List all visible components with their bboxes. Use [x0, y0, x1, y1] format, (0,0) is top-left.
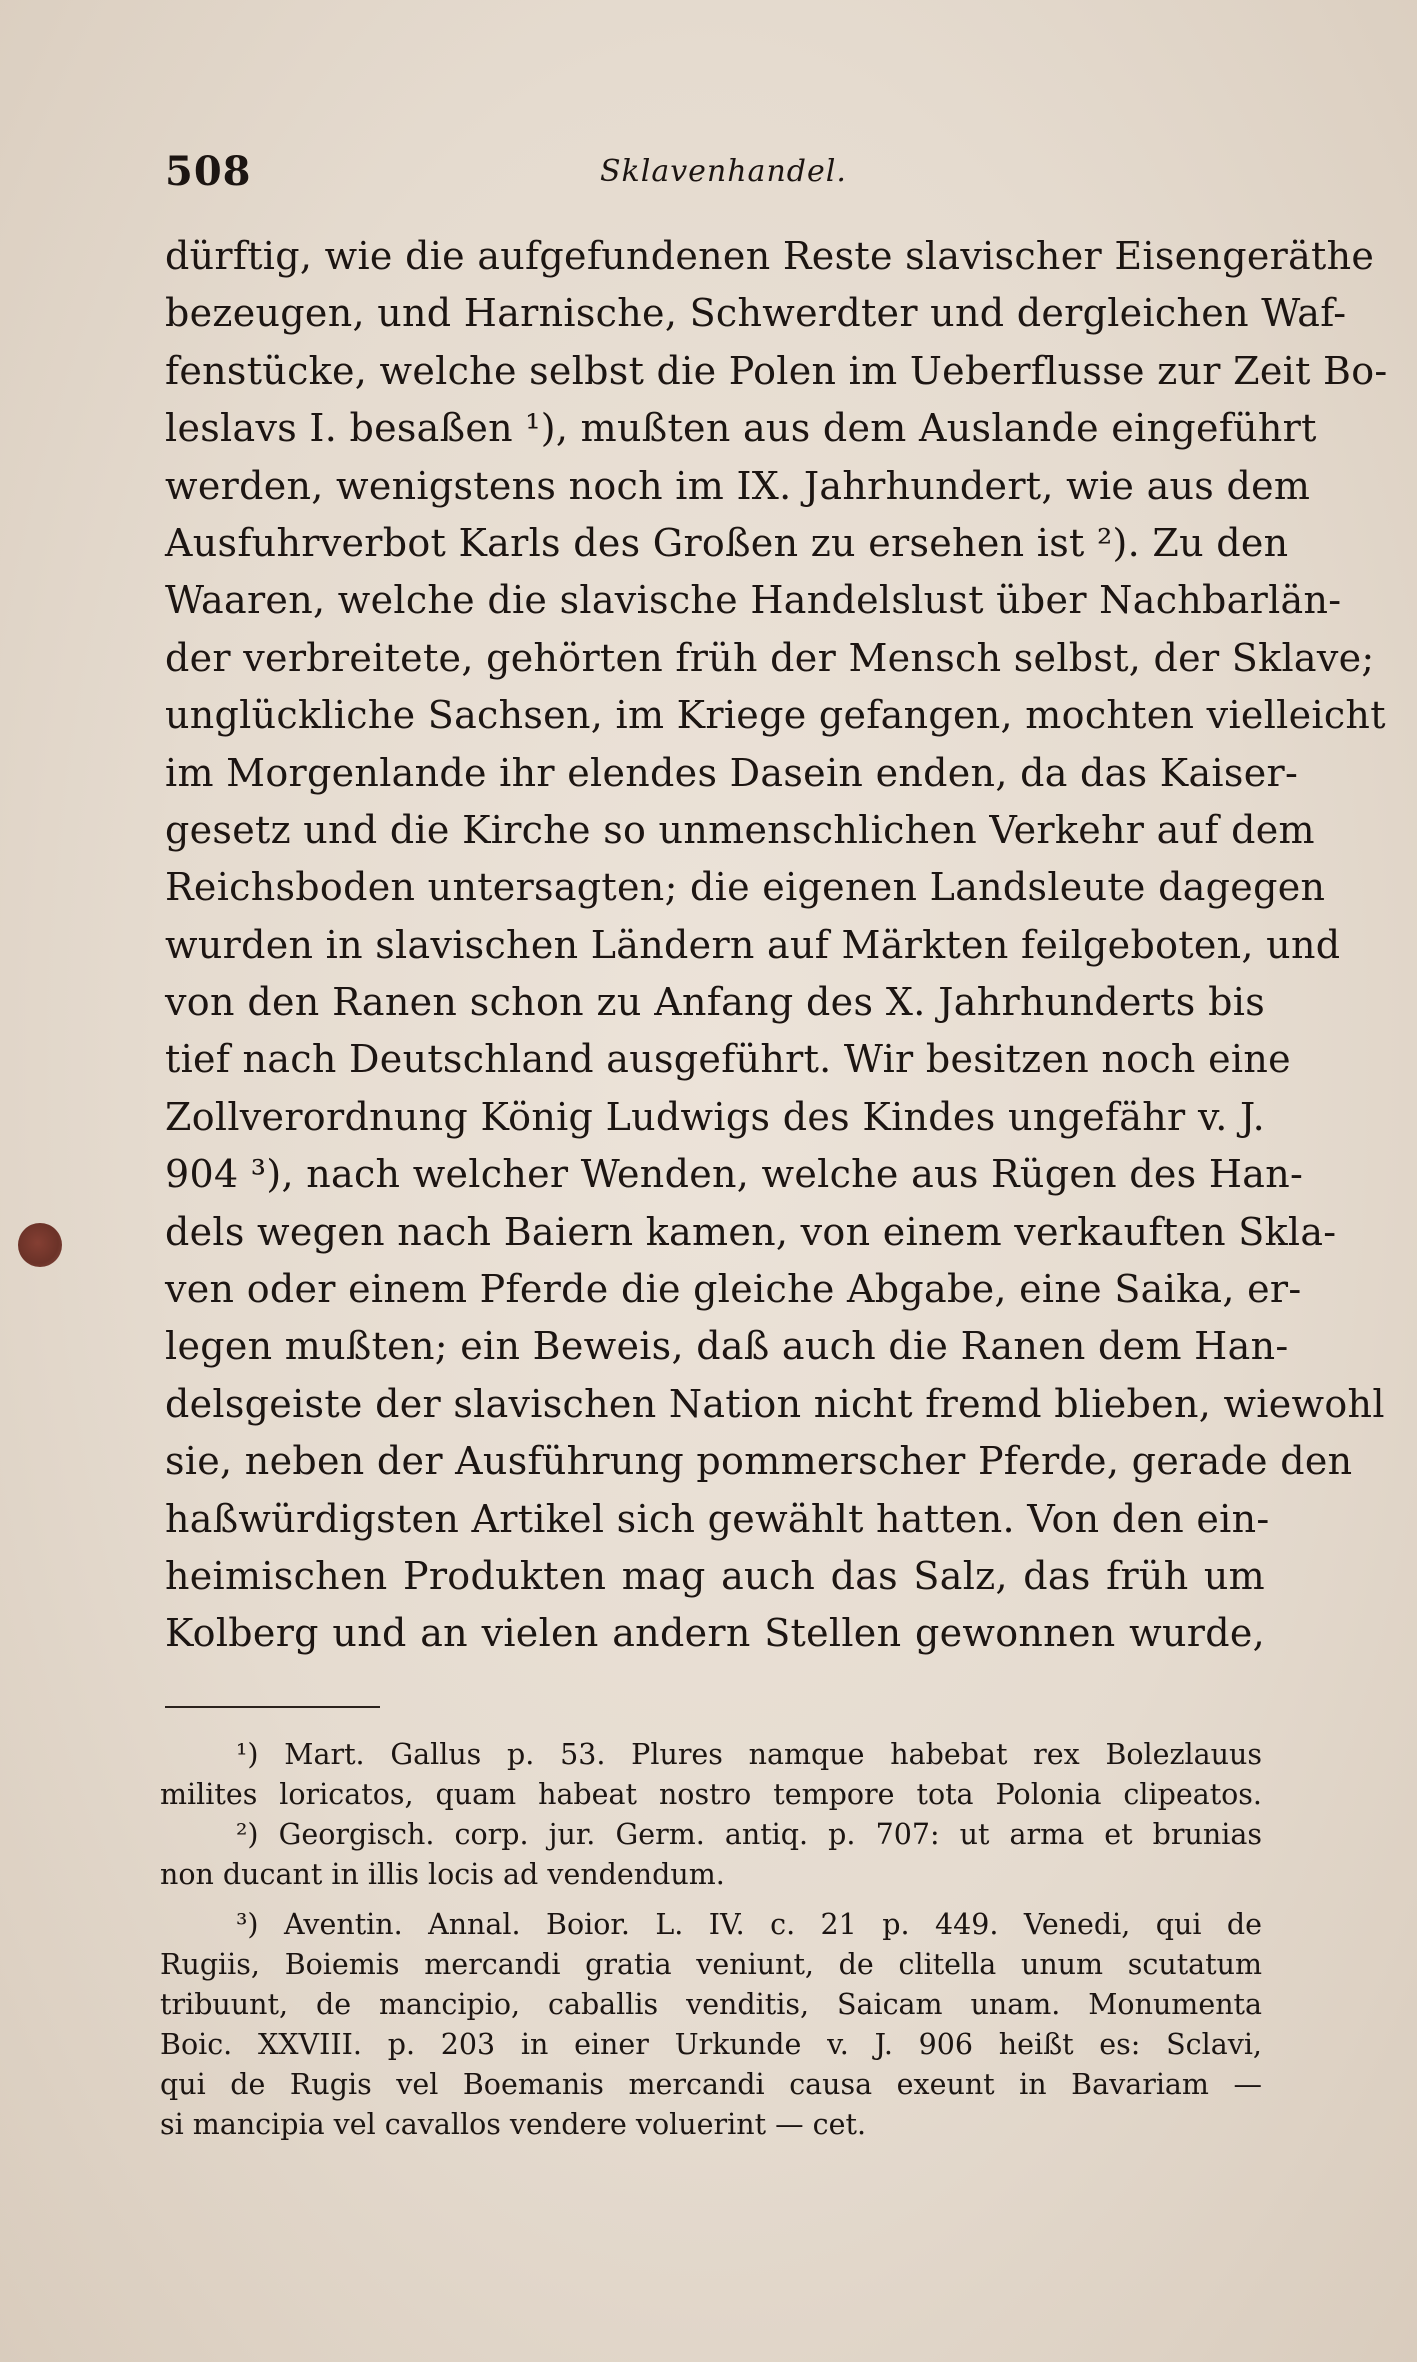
text-line: werden, wenigstens noch im IX. Jahrhundert, wie aus dem: [165, 463, 1311, 508]
footnote-gap: [160, 1895, 1262, 1905]
text-line: unglückliche Sachsen, im Kriege gefangen, mochten vielleicht: [165, 693, 1386, 738]
text-line: bezeugen, und Harnische, Schwerdter und dergleichen Waf-: [165, 291, 1347, 336]
text-line: dels wegen nach Baiern kamen, von einem verkauften Skla-: [165, 1209, 1337, 1254]
text-line: sie, neben der Ausführung pommerscher Pferde, gerade den: [165, 1439, 1353, 1484]
text-line: leslavs I. besaßen ¹), mußten aus dem Auslande eingeführt: [165, 406, 1317, 451]
text-line: tief nach Deutschland ausgeführt. Wir besitzen noch eine: [165, 1037, 1291, 1082]
footnote-line: si mancipia vel cavallos vendere voluerint — cet.: [160, 2108, 867, 2141]
text-line: 904 ³), nach welcher Wenden, welche aus Rügen des Han-: [165, 1152, 1304, 1197]
text-line: haßwürdigsten Artikel sich gewählt hatten. Von den ein-: [165, 1496, 1270, 1541]
text-line: Waaren, welche die slavische Handelslust über Nachbarlän-: [165, 578, 1342, 623]
text-line: legen mußten; ein Beweis, daß auch die Ranen dem Han-: [165, 1324, 1289, 1369]
running-head: [165, 148, 1265, 198]
footnotes: [160, 1735, 1262, 2145]
text-line: von den Ranen schon zu Anfang des X. Jahrhunderts bis: [165, 980, 1265, 1025]
text-line: delsgeiste der slavischen Nation nicht fremd blieben, wiewohl: [165, 1381, 1385, 1426]
footnote-2: [160, 1815, 1262, 1895]
footnote-line: milites loricatos, quam habeat nostro tempore tota Polonia clipeatos.: [160, 1778, 1262, 1811]
footnote-1: [160, 1735, 1262, 1815]
text-line: im Morgenlande ihr elendes Dasein enden, da das Kaiser-: [165, 750, 1299, 795]
footnote-line: tribuunt, de mancipio, caballis venditis, Saicam unam. Monumenta: [160, 1988, 1262, 2021]
text-line: wurden in slavischen Ländern auf Märkten feilgeboten, und: [165, 922, 1341, 967]
footnote-line: ³) Aventin. Annal. Boior. L. IV. c. 21 p. 449. Venedi, qui de: [236, 1908, 1262, 1941]
text-line: Ausfuhrverbot Karls des Großen zu ersehen ist ²). Zu den: [165, 520, 1289, 565]
footnote-line: qui de Rugis vel Boemanis mercandi causa exeunt in Bavariam —: [160, 2068, 1262, 2101]
footnote-line: non ducant in illis locis ad vendendum.: [160, 1858, 725, 1891]
text-line: heimischen Produkten mag auch das Salz, das früh um: [165, 1553, 1265, 1598]
text-line: Kolberg und an vielen andern Stellen gewonnen wurde,: [165, 1611, 1265, 1656]
running-title: Sklavenhandel.: [600, 154, 847, 189]
text-line: fenstücke, welche selbst die Polen im Ueberflusse zur Zeit Bo-: [165, 348, 1388, 393]
footnote-rule: [165, 1706, 380, 1708]
text-line: gesetz und die Kirche so unmenschlichen Verkehr auf dem: [165, 807, 1315, 852]
footnote-line: ²) Georgisch. corp. jur. Germ. antiq. p. 707: ut arma et brunias: [236, 1818, 1262, 1851]
footnote-line: Boic. XXVIII. p. 203 in einer Urkunde v. J. 906 heißt es: Sclavi,: [160, 2028, 1262, 2061]
ink-stain: [18, 1223, 62, 1267]
text-line: Reichsboden untersagten; die eigenen Landsleute dagegen: [165, 865, 1326, 910]
text-line: ven oder einem Pferde die gleiche Abgabe, eine Saika, er-: [165, 1267, 1302, 1312]
page-number: 508: [165, 148, 252, 195]
main-text: [165, 228, 1388, 1663]
text-line: dürftig, wie die aufgefundenen Reste slavischer Eisengeräthe: [165, 234, 1375, 278]
footnote-line: ¹) Mart. Gallus p. 53. Plures namque habebat rex Bolezlauus: [236, 1738, 1262, 1771]
footnote-line: Rugiis, Boiemis mercandi gratia veniunt, de clitella unum scutatum: [160, 1948, 1262, 1981]
footnote-3: [160, 1905, 1262, 2145]
text-line: der verbreitete, gehörten früh der Mensch selbst, der Sklave;: [165, 635, 1375, 680]
text-line: Zollverordnung König Ludwigs des Kindes ungefähr v. J.: [165, 1094, 1265, 1139]
